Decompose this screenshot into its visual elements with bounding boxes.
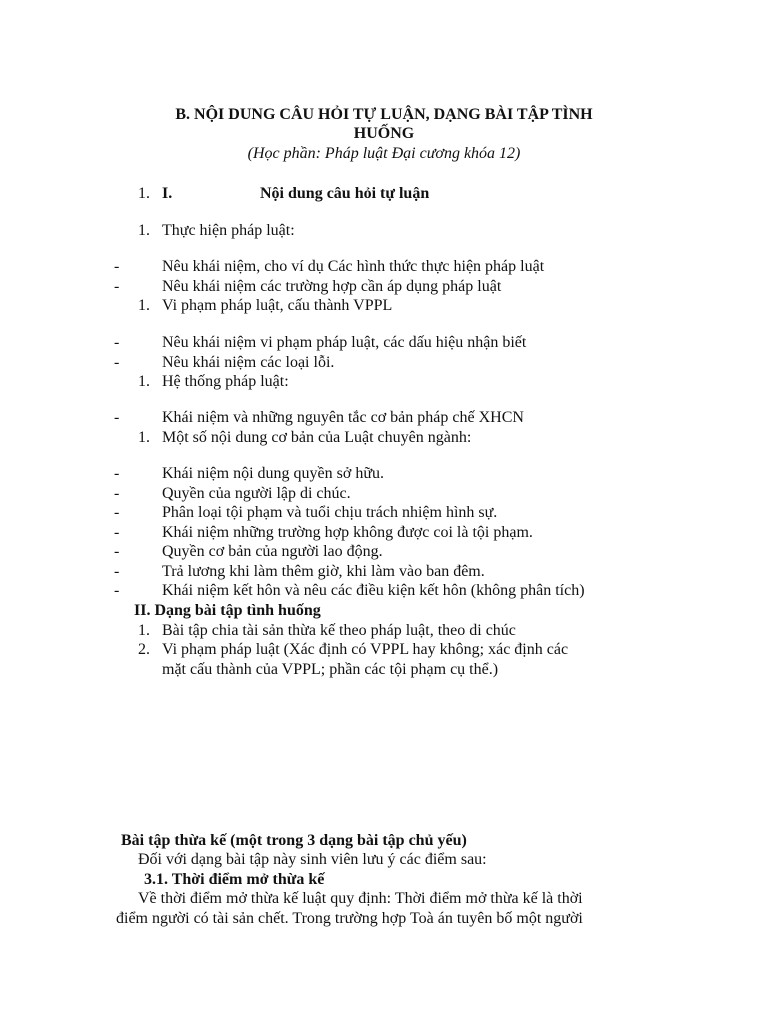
topic2-bullet1: Nêu khái niệm vi phạm pháp luật, các dấu hiệu nhận biết [162, 334, 527, 351]
topic4-bullet5: Quyền cơ bản của người lao động. [162, 543, 383, 560]
bullet-marker: - [114, 409, 120, 426]
bullet-marker: - [114, 258, 120, 275]
bullet-marker: - [114, 582, 120, 599]
topic4-bullet2: Quyền của người lập di chúc. [162, 485, 351, 502]
bullet-marker: - [114, 563, 120, 580]
bullet-marker: - [114, 504, 120, 521]
topic1-bullet1: Nêu khái niệm, cho ví dụ Các hình thức thực hiện pháp luật [162, 258, 545, 275]
topic3-heading: Hệ thống pháp luật: [162, 373, 289, 390]
section1-heading: Nội dung câu hỏi tự luận [260, 185, 430, 202]
document-title-line1: B. NỘI DUNG CÂU HỎI TỰ LUẬN, DẠNG BÀI TẬP TÌNH [175, 106, 593, 123]
topic3-number: 1. [138, 373, 150, 390]
section2-item1-number: 1. [138, 622, 150, 639]
inheritance-paragraph-line1: Về thời điểm mở thừa kế luật quy định: Thời điểm mở thừa kế là thời [138, 890, 583, 907]
topic4-bullet1: Khái niệm nội dung quyền sở hữu. [162, 465, 384, 482]
bullet-marker: - [114, 278, 120, 295]
section2-item1-text: Bài tập chia tài sản thừa kế theo pháp luật, theo di chúc [162, 622, 516, 639]
inheritance-intro: Đối với dạng bài tập này sinh viên lưu ý các điểm sau: [138, 851, 487, 868]
bullet-marker: - [114, 543, 120, 560]
topic4-heading: Một số nội dung cơ bản của Luật chuyên ngành: [162, 429, 472, 446]
topic4-bullet3: Phân loại tội phạm và tuổi chịu trách nhiệm hình sự. [162, 504, 498, 521]
topic1-heading: Thực hiện pháp luật: [162, 222, 295, 239]
topic4-bullet6: Trả lương khi làm thêm giờ, khi làm vào ban đêm. [162, 563, 485, 580]
topic3-bullet1: Khái niệm và những nguyên tắc cơ bản pháp chế XHCN [162, 409, 524, 426]
document-title-line2: HUỐNG [353, 125, 415, 142]
bullet-marker: - [114, 354, 120, 371]
topic2-bullet2: Nêu khái niệm các loại lỗi. [162, 354, 335, 371]
document-subtitle: (Học phần: Pháp luật Đại cương khóa 12) [247, 145, 521, 162]
topic4-number: 1. [138, 429, 150, 446]
topic2-heading: Vi phạm pháp luật, cấu thành VPPL [162, 297, 393, 314]
bullet-marker: - [114, 524, 120, 541]
inheritance-paragraph-line2: điểm người có tài sản chết. Trong trường hợp Toà án tuyên bố một người [116, 910, 583, 927]
topic4-bullet7: Khái niệm kết hôn và nêu các điều kiện kết hôn (không phân tích) [162, 582, 585, 599]
bullet-marker: - [114, 465, 120, 482]
topic4-bullet4: Khái niệm những trường hợp không được coi là tội phạm. [162, 524, 533, 541]
section2-item2-line2: mặt cấu thành của VPPL; phần các tội phạm cụ thể.) [162, 661, 499, 678]
section2-item2-number: 2. [138, 641, 150, 658]
section2-heading: II. Dạng bài tập tình huống [134, 602, 321, 619]
topic1-bullet2: Nêu khái niệm các trường hợp cần áp dụng pháp luật [162, 278, 502, 295]
section1-number: 1. [138, 185, 150, 202]
inheritance-subheading: 3.1. Thời điểm mở thừa kế [144, 871, 325, 888]
bullet-marker: - [114, 485, 120, 502]
section2-item2-line1: Vi phạm pháp luật (Xác định có VPPL hay không; xác định các [162, 641, 569, 658]
topic1-number: 1. [138, 222, 150, 239]
topic2-number: 1. [138, 297, 150, 314]
inheritance-heading: Bài tập thừa kế (một trong 3 dạng bài tập chủ yếu) [121, 832, 467, 849]
section1-roman: I. [162, 185, 173, 202]
bullet-marker: - [114, 334, 120, 351]
